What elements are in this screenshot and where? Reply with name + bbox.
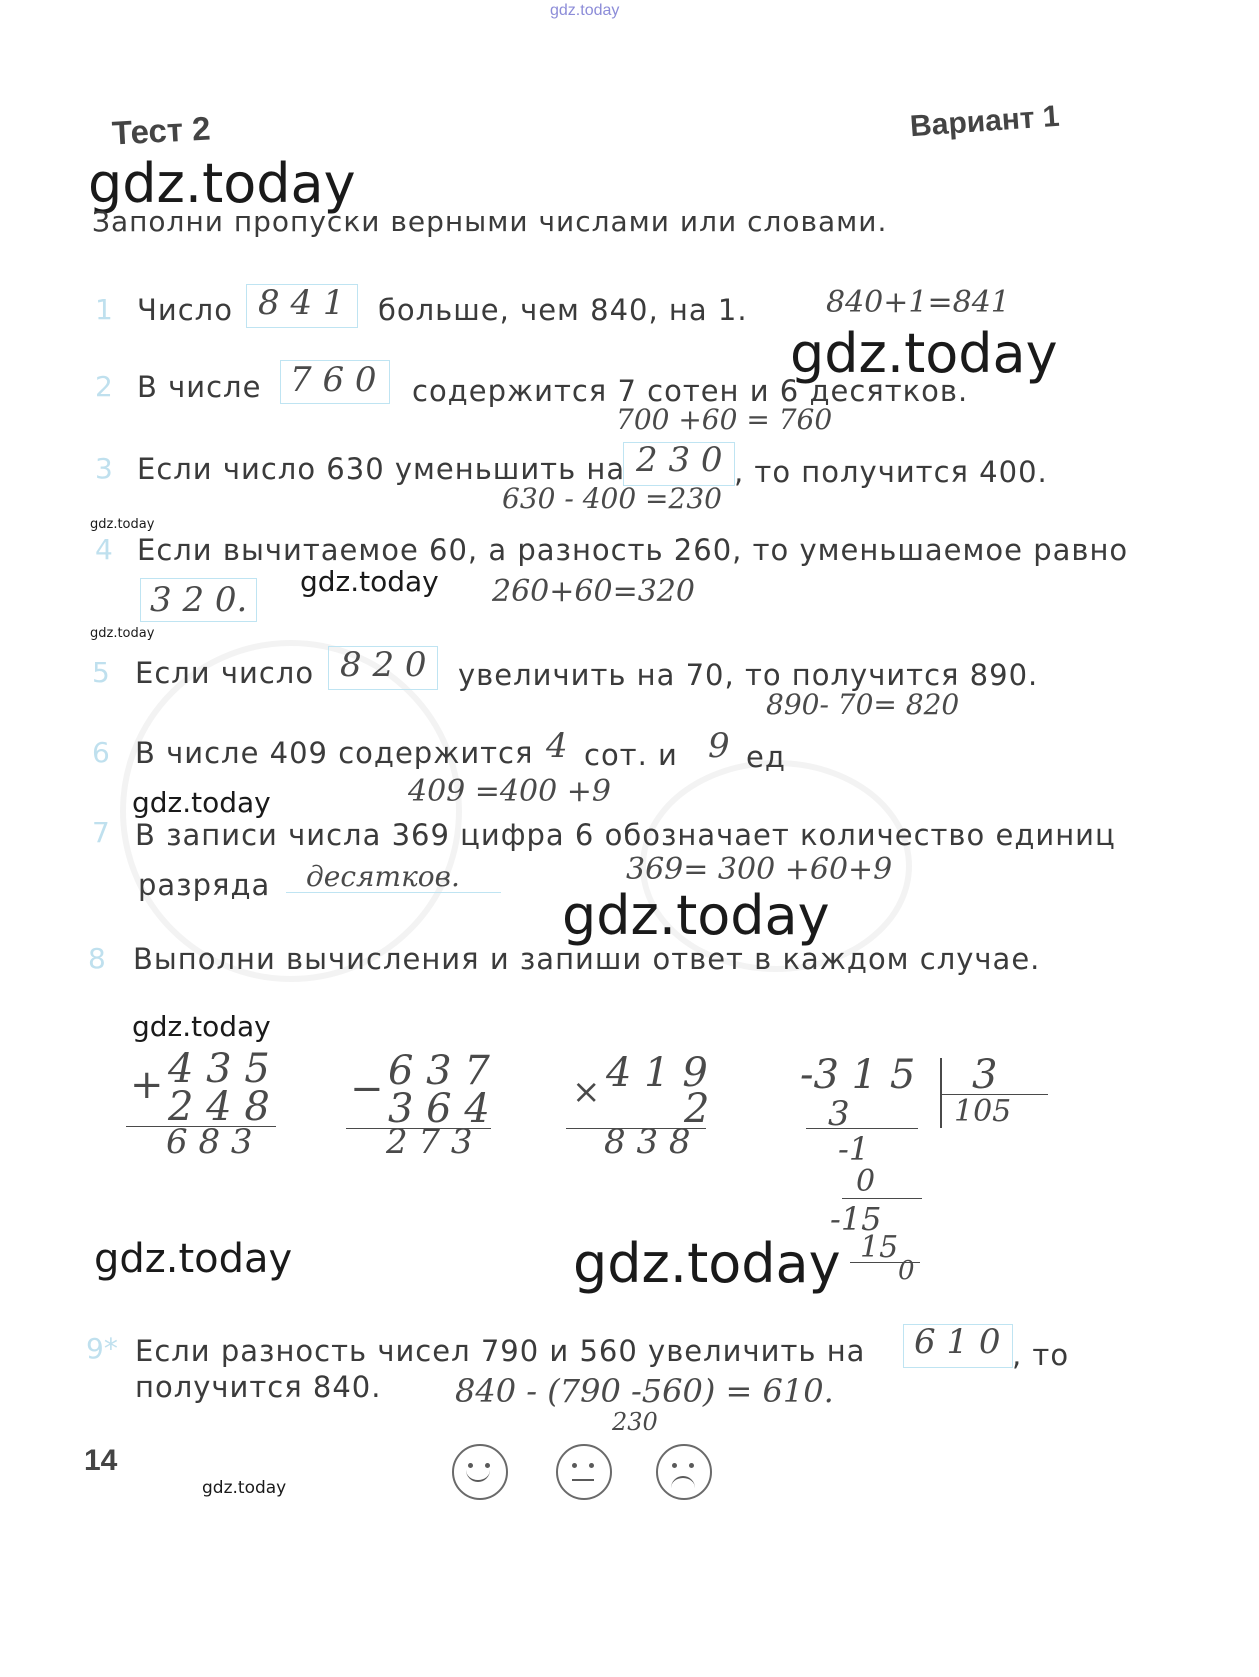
task7-text: В записи числа 369 цифра 6 обозначает количество единиц	[135, 818, 1116, 852]
div-divisor: 3	[972, 1052, 998, 1098]
task-number: 4	[95, 533, 113, 566]
div-step-line	[806, 1128, 918, 1129]
task4-answer: 3 2 0.	[150, 580, 248, 620]
watermark: gdz.today	[562, 884, 830, 947]
task1-text-before: Число	[137, 293, 233, 327]
neutral-face-icon[interactable]	[556, 1444, 612, 1500]
task6-text-mid: сот. и	[584, 738, 678, 772]
task-number: 1	[95, 293, 113, 326]
task6-answer-units: 9	[708, 726, 730, 766]
sad-face-icon[interactable]	[656, 1444, 712, 1500]
watermark: gdz.today	[132, 786, 271, 819]
task9-work: 840 - (790 -560) = 610.	[455, 1372, 834, 1410]
mul-operand-a: 4 1 9	[606, 1050, 708, 1096]
task2-answer: 7 6 0	[290, 360, 377, 400]
task1-text-after: больше, чем 840, на 1.	[378, 293, 748, 327]
task7-line2: разряда	[138, 868, 271, 902]
task5-text-after: увеличить на 70, то получится 890.	[458, 658, 1039, 692]
task3-text-after: , то получится 400.	[734, 455, 1048, 489]
mul-operator: ×	[572, 1072, 601, 1112]
watermark: gdz.today	[132, 1010, 271, 1043]
sub-operand-b: 3 6 4	[388, 1086, 490, 1132]
smile-face-icon[interactable]	[452, 1444, 508, 1500]
watermark: gdz.today	[573, 1232, 841, 1295]
watermark-footer: gdz.today	[202, 1478, 287, 1498]
task4-text: Если вычитаемое 60, а разность 260, то уменьшаемое равно	[137, 533, 1129, 567]
add-operator: +	[130, 1062, 164, 1108]
page-number: 14	[84, 1444, 118, 1477]
add-operand-a: 4 3 5	[168, 1046, 270, 1092]
watermark-top: gdz.today	[550, 2, 620, 19]
task5-work: 890- 70= 820	[766, 688, 960, 721]
instruction: Заполни пропуски верными числами или словами.	[92, 205, 888, 238]
task3-answer: 2 3 0	[636, 440, 723, 480]
task9-work-sub: 230	[612, 1408, 658, 1436]
div-step-line	[842, 1198, 922, 1199]
watermark-small: gdz.today	[90, 517, 155, 532]
watermark-small: gdz.today	[90, 626, 155, 641]
add-result: 6 8 3	[166, 1122, 253, 1162]
add-operand-b: 2 4 8	[168, 1084, 270, 1130]
div-step: 0	[856, 1164, 876, 1199]
task8-text: Выполни вычисления и запиши ответ в каждом случае.	[133, 942, 1041, 976]
sub-result: 2 7 3	[386, 1122, 473, 1162]
task3-text-before: Если число 630 уменьшить на	[137, 452, 626, 486]
task6-answer-hundreds: 4	[546, 726, 568, 766]
task1-work: 840+1=841	[826, 285, 1010, 320]
test-title: Тест 2	[111, 109, 212, 152]
task3-work: 630 - 400 =230	[502, 482, 722, 515]
watermark: gdz.today	[300, 565, 439, 598]
task5-text-before: Если число	[135, 656, 315, 690]
div-step: -1	[838, 1130, 870, 1168]
task-number: 5	[92, 656, 110, 689]
div-step: 15	[860, 1230, 899, 1265]
task5-answer: 8 2 0	[340, 645, 427, 685]
task9-text-before: Если разность чисел 790 и 560 увеличить на	[135, 1334, 866, 1368]
watermark: gdz.today	[88, 152, 356, 215]
task9-line2: получится 840.	[135, 1370, 382, 1404]
task2-text-before: В числе	[137, 370, 262, 404]
div-dividend: -3 1 5	[800, 1052, 916, 1098]
mul-operand-b: 2	[684, 1086, 710, 1132]
div-remainder: 0	[898, 1256, 915, 1286]
task6-work: 409 =400 +9	[408, 774, 611, 809]
task-number: 2	[95, 370, 113, 403]
task4-work: 260+60=320	[492, 574, 695, 609]
mul-result: 8 3 8	[604, 1122, 691, 1162]
watermark: gdz.today	[790, 322, 1058, 385]
task6-text-after: ед	[746, 740, 786, 774]
task-number: 7	[92, 816, 110, 849]
task7-answer: десятков.	[306, 860, 460, 893]
task-number: 6	[92, 736, 110, 769]
task1-answer: 8 4 1	[258, 283, 345, 323]
div-vertical-bar	[940, 1058, 942, 1128]
task7-work: 369= 300 +60+9	[626, 852, 893, 887]
div-step: -15	[830, 1200, 882, 1238]
task-number: 9*	[86, 1332, 118, 1365]
variant-title: Вариант 1	[908, 99, 1061, 144]
task9-answer: 6 1 0	[914, 1322, 1001, 1362]
task9-text-after: , то	[1012, 1338, 1070, 1372]
task-number: 8	[88, 942, 106, 975]
div-quotient: 105	[954, 1094, 1012, 1129]
sub-operand-a: 6 3 7	[388, 1048, 490, 1094]
watermark: gdz.today	[94, 1236, 293, 1282]
div-step: 3	[828, 1094, 850, 1134]
task-number: 3	[95, 452, 113, 485]
sub-operator: −	[350, 1066, 384, 1112]
task2-text-after: содержится 7 сотен и 6 десятков.	[412, 374, 969, 408]
task2-work: 700 +60 = 760	[616, 403, 833, 436]
task6-text-before: В числе 409 содержится	[135, 736, 534, 770]
